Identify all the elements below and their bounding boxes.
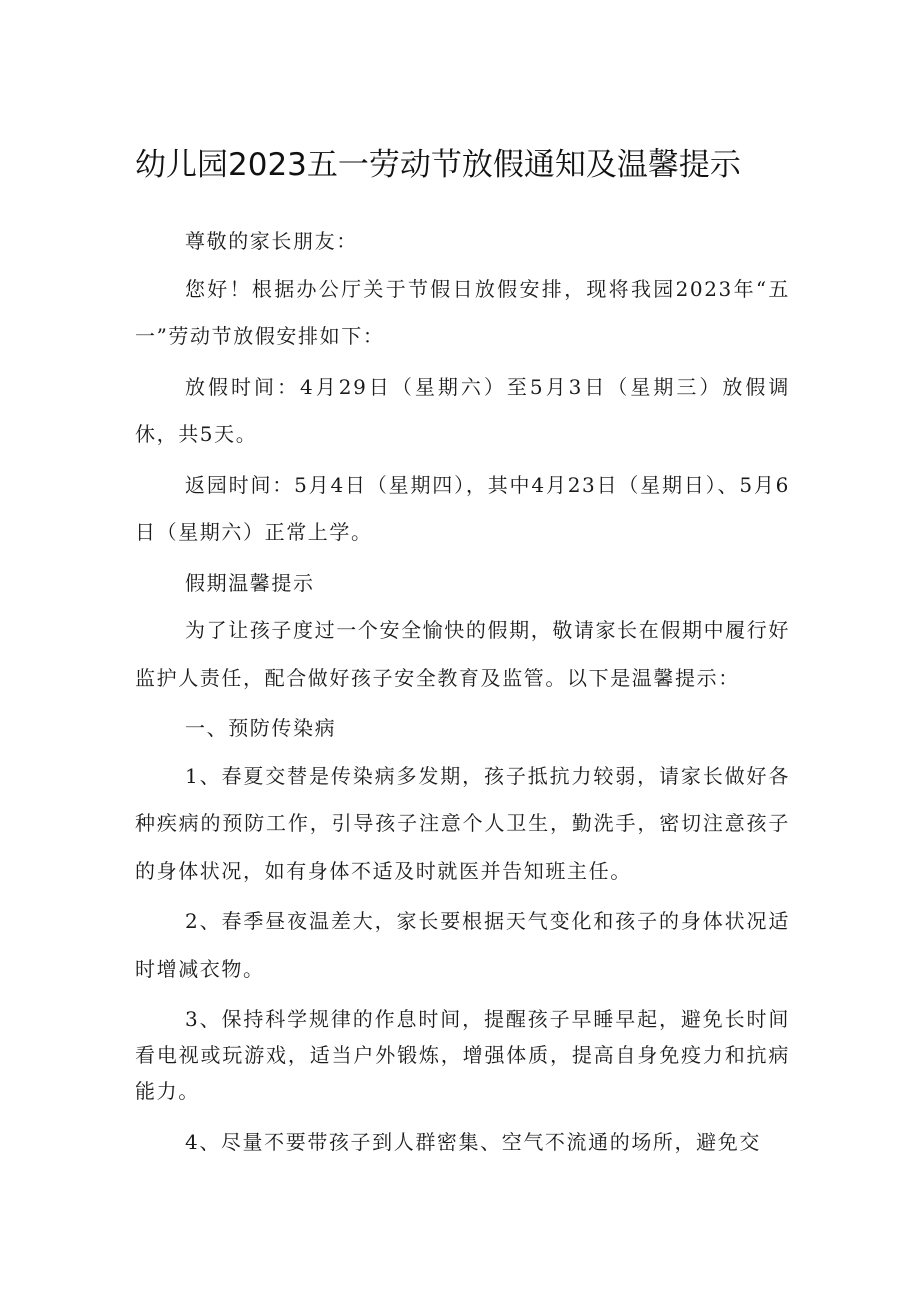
list-item-2: 2、春季昼夜温差大，家长要根据天气变化和孩子的身体状况适时增减衣物。 [135, 909, 790, 981]
list-item-3: 3、保持科学规律的作息时间，提醒孩子早睡早起，避免长时间看电视或玩游戏，适当户外锻炼，增强体质，提高自身免疫力和抗病能力。 [135, 1007, 790, 1103]
paragraph-holiday-time: 放假时间：4月29日（星期六）至5月3日（星期三）放假调休，共5天。 [135, 374, 790, 446]
list-item-1: 1、春夏交替是传染病多发期，孩子抵抗力较弱，请家长做好各种疾病的预防工作，引导孩子注意个人卫生，勤洗手，密切注意孩子的身体状况，如有身体不适及时就医并告知班主任。 [135, 763, 790, 883]
section-heading-tips: 假期温馨提示 [185, 570, 315, 595]
paragraph-greeting: 您好！根据办公厅关于节假日放假安排，现将我园2023年“五一”劳动节放假安排如下： [135, 276, 790, 348]
paragraph-return-time: 返园时间：5月4日（星期四），其中4月23日（星期日）、5月6日（星期六）正常上学。 [135, 472, 790, 544]
list-item-4: 4、尽量不要带孩子到人群密集、空气不流通的场所，避免交 [185, 1130, 761, 1154]
section-heading-disease-prevention: 一、预防传染病 [185, 716, 337, 740]
document-body [135, 218, 790, 1167]
paragraph-tips-intro: 为了让孩子度过一个安全愉快的假期，敬请家长在假期中履行好监护人责任，配合做好孩子安全教育及监管。以下是温馨提示： [135, 618, 790, 690]
salutation: 尊敬的家长朋友： [185, 229, 358, 253]
document-title: 幼儿园2023五一劳动节放假通知及温馨提示 [135, 147, 741, 183]
